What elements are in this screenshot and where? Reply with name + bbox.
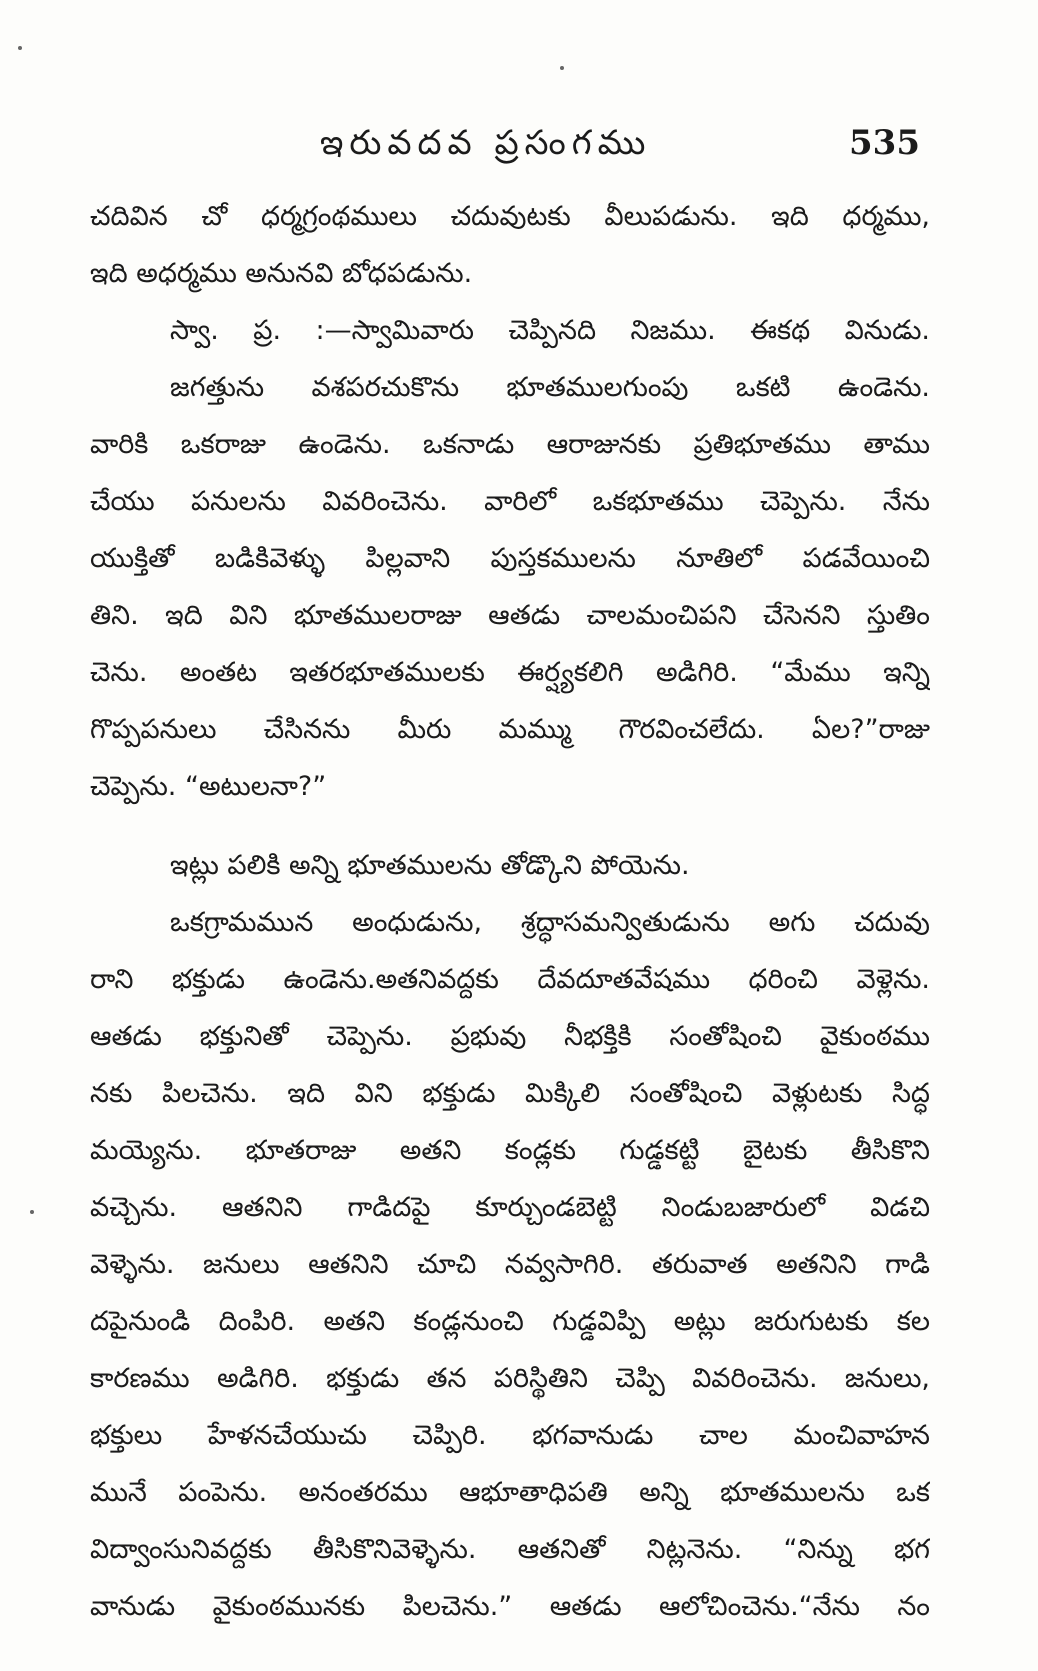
text-line: వెళ్ళెను. జనులు ఆతనిని చూచి నవ్వసాగిరి. తరువాత అతనిని గాడి xyxy=(90,1249,930,1280)
text-line: ఒకగ్రామమున అంధుడును, శ్రద్ధాసమన్వితుడును అగు చదువు xyxy=(170,907,930,938)
text-line: స్వా. ప్ర. :—స్వామివారు చెప్పినది నిజము. ఈకథ వినుడు. xyxy=(170,315,930,346)
text-line: భక్తులు హేళనచేయుచు చెప్పిరి. భగవానుడు చాల మంచివాహన xyxy=(90,1420,930,1451)
text-line: మయ్యెను. భూతరాజు అతని కండ్లకు గుడ్డకట్టి బైటకు తీసికొని xyxy=(90,1135,930,1166)
text-line: చెప్పెను. “అటులనా?” xyxy=(90,771,327,802)
scan-speck xyxy=(18,46,22,50)
text-line: ఇది అధర్మము అనునవి బోధపడును. xyxy=(90,258,473,289)
scan-speck xyxy=(560,66,564,70)
text-line: రాని భక్తుడు ఉండెను.అతనివద్దకు దేవదూతవేషము ధరించి వెళ్లెను. xyxy=(90,964,930,995)
body-text xyxy=(90,188,930,1635)
text-line: గొప్పపనులు చేసినను మీరు మమ్ము గౌరవించలేదు. ఏల?”రాజు xyxy=(90,714,930,745)
text-line: ఇట్లు పలికి అన్ని భూతములను తోడ్కొని పోయెను. xyxy=(170,850,690,881)
text-line: వారికి ఒకరాజు ఉండెను. ఒకనాడు ఆరాజునకు ప్రతిభూతము తాము xyxy=(90,429,930,460)
text-line: మునే పంపెను. అనంతరము ఆభూతాధిపతి అన్ని భూతములను ఒక xyxy=(90,1477,930,1508)
scan-speck xyxy=(30,1210,34,1214)
text-line: ఆతడు భక్తునితో చెప్పెను. ప్రభువు నీభక్తికి సంతోషించి వైకుంఠము xyxy=(90,1021,930,1052)
text-line: జగత్తును వశపరచుకొను భూతములగుంపు ఒకటి ఉండెను. xyxy=(170,372,930,403)
text-line: చెను. అంతట ఇతరభూతములకు ఈర్ష్యకలిగి అడిగిరి. “మేము ఇన్ని xyxy=(90,657,930,688)
text-line: వచ్చెను. ఆతనిని గాడిదపై కూర్చుండబెట్టి నిండుబజారులో విడచి xyxy=(90,1192,930,1223)
page-number: 535 xyxy=(849,123,920,163)
text-line: తిని. ఇది విని భూతములరాజు ఆతడు చాలమంచిపని చేసెనని స్తుతిం xyxy=(90,600,930,631)
running-head: ఇరువదవ ప్రసంగము xyxy=(320,123,652,163)
text-line: నకు పిలచెను. ఇది విని భక్తుడు మిక్కిలి సంతోషించి వెళ్లుటకు సిద్ధ xyxy=(90,1078,930,1109)
text-line: చేయు పనులను వివరించెను. వారిలో ఒకభూతము చెప్పెను. నేను xyxy=(90,486,930,517)
page-header xyxy=(90,118,930,168)
text-line: కారణము అడిగిరి. భక్తుడు తన పరిస్థితిని చెప్పి వివరించెను. జనులు, xyxy=(90,1363,930,1394)
text-line: విద్వాంసునివద్దకు తీసికొనివెళ్ళెను. ఆతనితో నిట్లనెను. “నిన్ను భగ xyxy=(90,1534,930,1565)
text-line: దపైనుండి దింపిరి. అతని కండ్లనుంచి గుడ్డవిప్పి అట్లు జరుగుటకు కల xyxy=(90,1306,930,1337)
text-line: చదివిన చో ధర్మగ్రంథములు చదువుటకు వీలుపడును. ఇది ధర్మము, xyxy=(90,201,930,232)
text-line: యుక్తితో బడికివెళ్ళు పిల్లవాని పుస్తకములను నూతిలో పడవేయించి xyxy=(90,543,930,574)
text-line: వానుడు వైకుంఠమునకు పిలచెను.” ఆతడు ఆలోచించెను.“నేను నం xyxy=(90,1591,930,1622)
